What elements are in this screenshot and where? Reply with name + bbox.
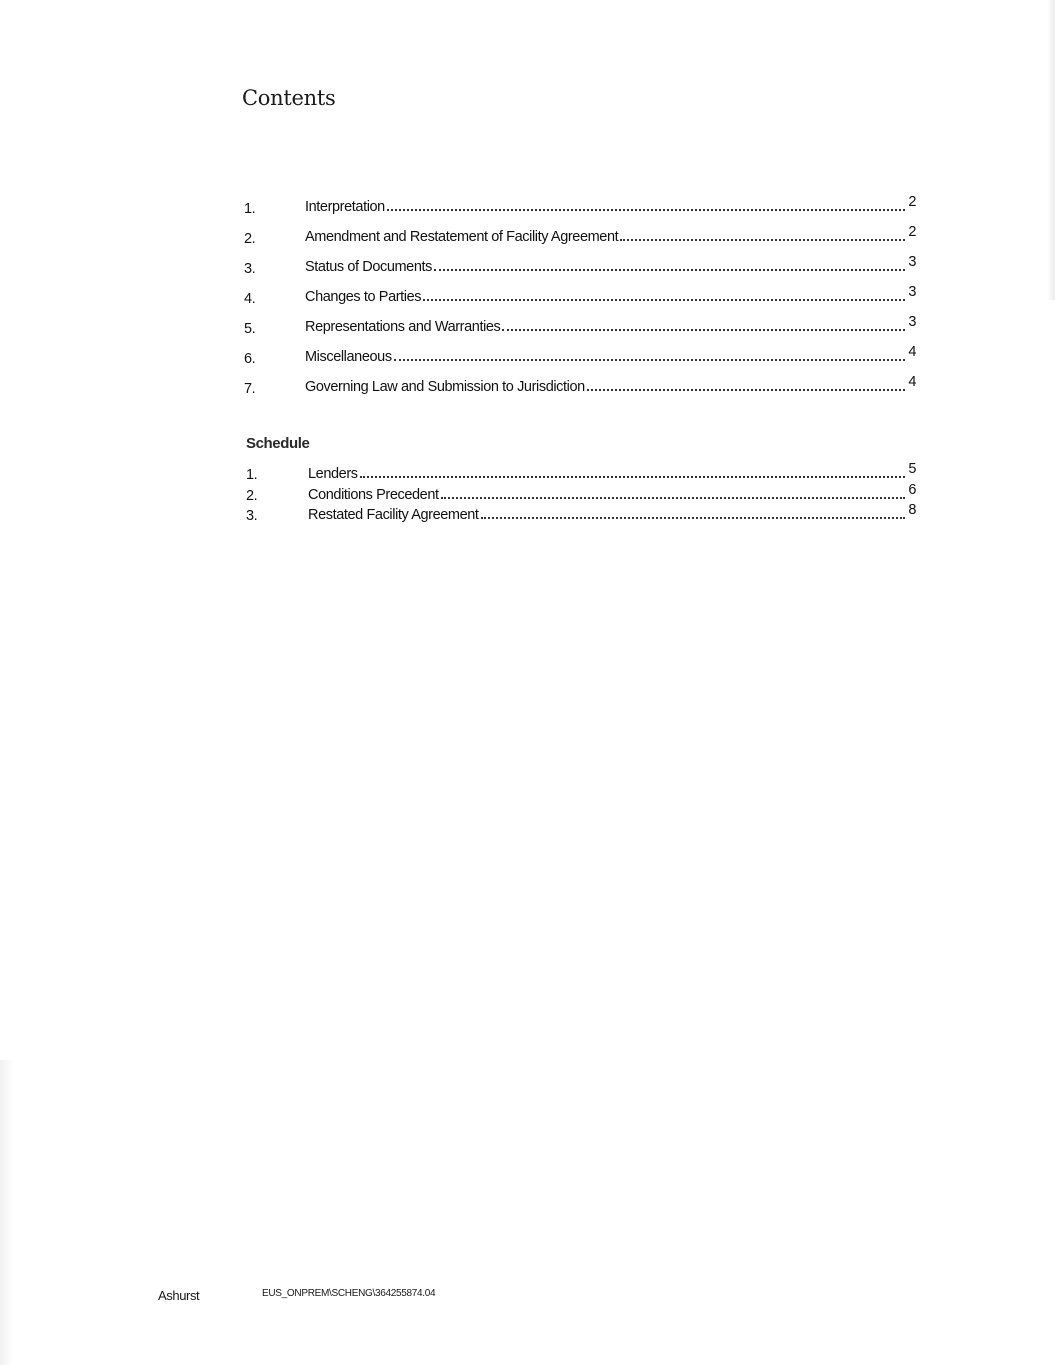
entry-label: Miscellaneous xyxy=(305,349,392,365)
clauses-list xyxy=(244,193,916,403)
dot-leader xyxy=(441,481,906,499)
toc-entry[interactable] xyxy=(246,483,916,504)
page-title: Contents xyxy=(242,86,336,110)
toc-entry[interactable] xyxy=(244,373,916,403)
scan-edge-shadow xyxy=(1047,0,1055,300)
toc-entry[interactable] xyxy=(244,253,916,283)
entry-label: Representations and Warranties xyxy=(305,319,501,335)
scan-edge-shadow xyxy=(0,1060,14,1365)
entry-label: Amendment and Restatement of Facility Agreement xyxy=(305,229,619,245)
entry-number: 3. xyxy=(246,508,258,524)
footer-firm-name: Ashurst xyxy=(158,1288,200,1303)
entry-label: Restated Facility Agreement xyxy=(308,507,479,523)
entry-number: 4. xyxy=(244,291,256,307)
entry-number: 2. xyxy=(244,231,256,247)
entry-page-number: 6 xyxy=(908,481,916,498)
entry-page-number: 2 xyxy=(908,194,916,210)
toc-entry[interactable] xyxy=(246,462,916,483)
entry-page-number: 8 xyxy=(908,502,916,518)
entry-page-number: 2 xyxy=(908,224,916,240)
entry-number: 7. xyxy=(244,381,256,397)
dot-leader xyxy=(434,253,905,271)
entry-label: Changes to Parties xyxy=(305,289,422,305)
entry-number: 6. xyxy=(244,351,256,367)
dot-leader xyxy=(423,283,905,301)
dot-leader xyxy=(502,313,905,331)
entry-page-number: 4 xyxy=(908,374,916,390)
entry-page-number: 5 xyxy=(908,461,916,477)
entry-label: Conditions Precedent xyxy=(308,486,439,503)
toc-entry[interactable] xyxy=(246,503,916,524)
dot-leader xyxy=(360,460,906,478)
dot-leader xyxy=(387,193,905,211)
entry-number: 1. xyxy=(244,201,256,217)
schedules-list xyxy=(246,462,916,524)
entry-page-number: 3 xyxy=(908,254,916,270)
entry-label: Status of Documents xyxy=(305,259,432,275)
toc-entry[interactable] xyxy=(244,193,916,223)
entry-page-number: 3 xyxy=(908,284,916,300)
toc-entry[interactable] xyxy=(244,283,916,313)
toc-entry[interactable] xyxy=(244,343,916,373)
entry-number: 1. xyxy=(246,467,258,483)
dot-leader xyxy=(394,343,906,361)
footer-document-reference: EUS_ONPREM\SCHENG\364255874.04 xyxy=(262,1288,436,1299)
entry-page-number: 4 xyxy=(908,344,916,360)
toc-entry[interactable] xyxy=(244,313,916,343)
toc-entry[interactable] xyxy=(244,223,916,253)
dot-leader xyxy=(620,223,905,241)
entry-label: Lenders xyxy=(308,466,358,482)
entry-label: Interpretation xyxy=(305,199,385,215)
schedule-heading: Schedule xyxy=(246,435,310,452)
entry-number: 2. xyxy=(246,487,258,504)
entry-number: 5. xyxy=(244,321,256,337)
entry-number: 3. xyxy=(244,261,256,277)
dot-leader xyxy=(481,501,906,519)
entry-label: Governing Law and Submission to Jurisdiction xyxy=(305,379,585,395)
entry-page-number: 3 xyxy=(908,314,916,330)
dot-leader xyxy=(587,373,906,391)
